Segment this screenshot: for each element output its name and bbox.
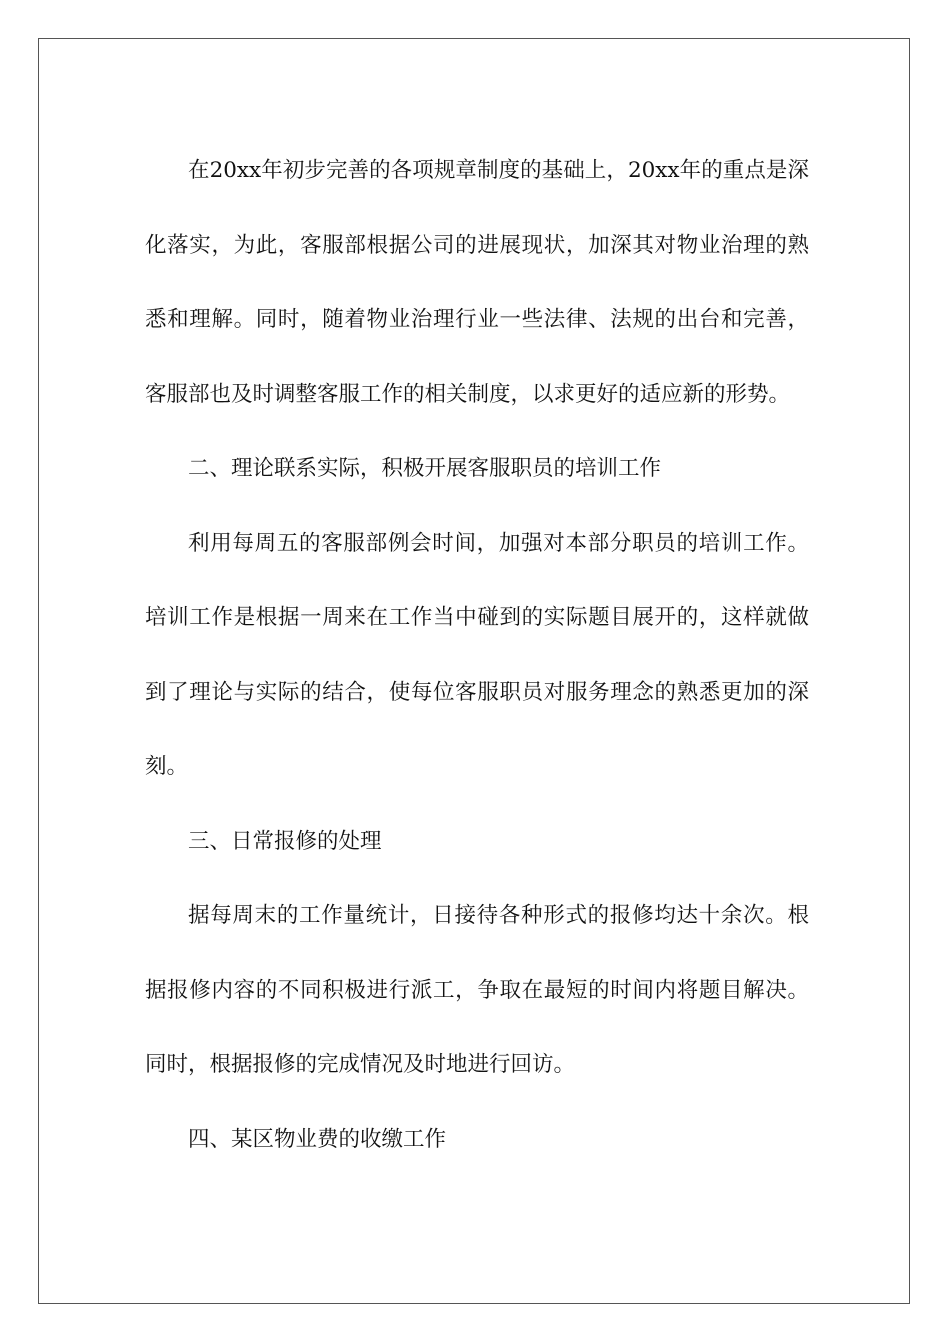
document-page (38, 38, 910, 1304)
paragraph-training: 利用每周五的客服部例会时间，加强对本部分职员的培训工作。培训工作是根据一周来在工作当中碰到的实际题目展开的，这样就做到了理论与实际的结合，使每位客服职员对服务理念的熟悉更加的深刻。 (145, 530, 809, 779)
section-heading-repairs: 三、日常报修的处理 (188, 828, 382, 854)
paragraph-regulations: 在20xx年初步完善的各项规章制度的基础上，20xx年的重点是深化落实，为此，客服部根据公司的进展现状，加深其对物业治理的熟悉和理解。同时，随着物业治理行业一些法律、法规的出台和完善，客服部也及时调整客服工作的相关制度，以求更好的适应新的形势。 (145, 158, 809, 407)
section-heading-fee-collection: 四、某区物业费的收缴工作 (188, 1126, 447, 1152)
paragraph-repairs: 据每周末的工作量统计，日接待各种形式的报修均达十余次。根据报修内容的不同积极进行派工，争取在最短的时间内将题目解决。同时，根据报修的完成情况及时地进行回访。 (145, 903, 809, 1077)
document-body (145, 134, 809, 1177)
section-heading-training: 二、理论联系实际，积极开展客服职员的培训工作 (188, 456, 662, 481)
